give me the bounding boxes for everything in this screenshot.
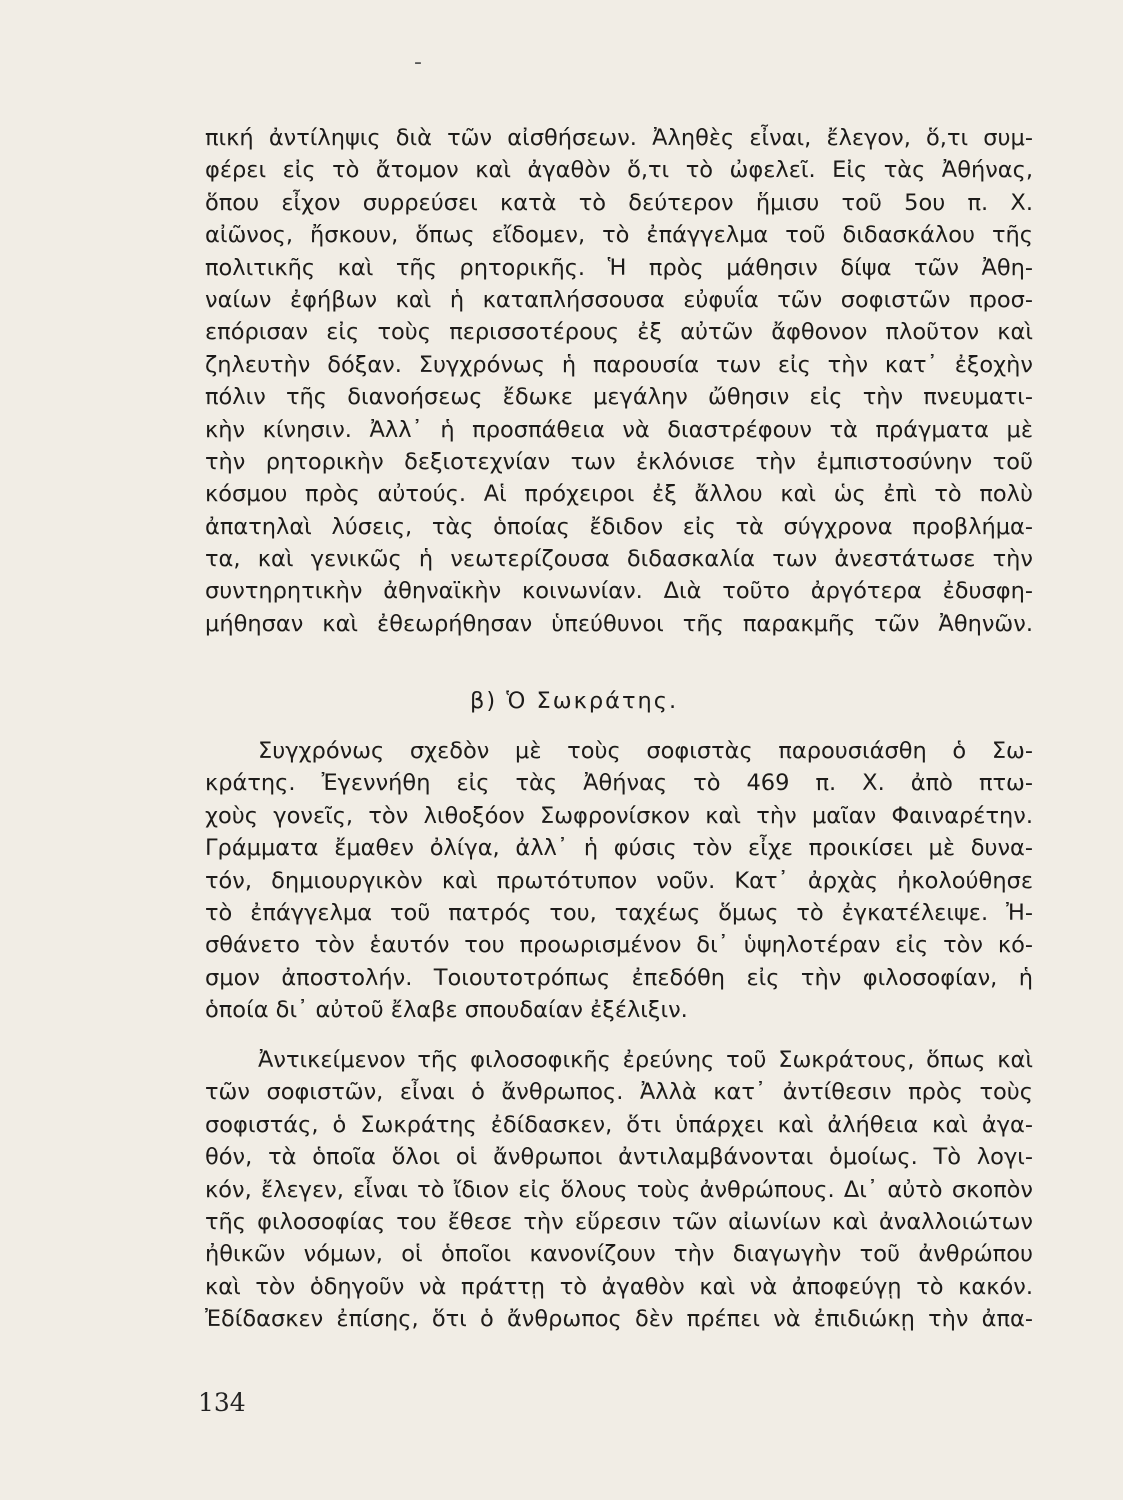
text-line: θόν, τὰ ὁποῖα ὅλοι οἱ ἄνθρωποι ἀντιλαμβάνονται ὁμοίως. Τὸ λογι- — [205, 1144, 1033, 1171]
text-line: πική ἀντίληψις διὰ τῶν αἰσθήσεων. Ἀληθὲς εἶναι, ἔλεγον, ὅ,τι συμ- — [205, 125, 1033, 151]
text-line: σμον ἀποστολήν. Τοιουτοτρόπως ἐπεδόθη εἰς τὴν φιλοσοφίαν, ἡ — [205, 964, 1033, 991]
page-number: 134 — [198, 1388, 246, 1417]
section-heading: β) Ὁ Σωκράτης. — [470, 688, 679, 714]
text-line: ναίων ἐφήβων καὶ ἡ καταπλήσσουσα εὐφυΐα τῶν σοφιστῶν προσ- — [205, 286, 1033, 313]
paragraph-socrates-philosophy — [205, 1044, 1033, 1336]
text-line: ἀπατηλαὶ λύσεις, τὰς ὁποίας ἔδιδον εἰς τὰ σύγχρονα προβλήμα- — [205, 513, 1033, 540]
text-line: πολιτικῆς καὶ τῆς ρητορικῆς. Ἡ πρὸς μάθησιν δίψα τῶν Ἀθη- — [205, 254, 1033, 281]
text-line: τόν, δημιουργικὸν καὶ πρωτότυπον νοῦν. Κατ᾽ ἀρχὰς ἠκολούθησε — [205, 867, 1033, 894]
text-line: τῶν σοφιστῶν, εἶναι ὁ ἄνθρωπος. Ἀλλὰ κατ᾽ ἀντίθεσιν πρὸς τοὺς — [205, 1079, 1033, 1106]
text-line: Συγχρόνως σχεδὸν μὲ τοὺς σοφιστὰς παρουσιάσθη ὁ Σω- — [258, 738, 1033, 764]
text-line: κόσμου πρὸς αὐτούς. Αἱ πρόχειροι ἐξ ἄλλου καὶ ὡς ἐπὶ τὸ πολὺ — [205, 481, 1033, 508]
text-line: Ἀντικείμενον τῆς φιλοσοφικῆς ἐρεύνης τοῦ Σωκράτους, ὅπως καὶ — [258, 1047, 1033, 1073]
text-line: χοὺς γονεῖς, τὸν λιθοξόον Σωφρονίσκον καὶ τὴν μαῖαν Φαιναρέτην. — [205, 802, 1033, 829]
text-line: ὅπου εἶχον συρρεύσει κατὰ τὸ δεύτερον ἥμισυ τοῦ 5ου π. Χ. — [205, 189, 1033, 216]
text-line: κόν, ἔλεγεν, εἶναι τὸ ἴδιον εἰς ὅλους τοὺς ἀνθρώπους. Δι᾽ αὐτὸ σκοπὸν — [205, 1176, 1033, 1203]
text-line: κράτης. Ἐγεννήθη εἰς τὰς Ἀθήνας τὸ 469 π. Χ. ἀπὸ πτω- — [205, 770, 1033, 797]
paragraph-socrates-bio — [205, 735, 1033, 1027]
text-line: επόρισαν εἰς τοὺς περισσοτέρους ἐξ αὐτῶν ἄφθονον πλοῦτον καὶ — [205, 319, 1033, 346]
text-line: τα, καὶ γενικῶς ἡ νεωτερίζουσα διδασκαλία των ἀνεστάτωσε τὴν — [205, 546, 1033, 573]
text-line: σοφιστάς, ὁ Σωκράτης ἐδίδασκεν, ὅτι ὑπάρχει καὶ ἀλήθεια καὶ ἀγα- — [205, 1111, 1033, 1138]
paragraph-sophists — [205, 122, 1033, 640]
text-line: ὁποία δι᾽ αὐτοῦ ἔλαβε σπουδαίαν ἐξέλιξιν. — [205, 997, 688, 1024]
text-line: ἠθικῶν νόμων, οἱ ὁποῖοι κανονίζουν τὴν διαγωγὴν τοῦ ἀνθρώπου — [205, 1241, 1033, 1268]
text-line: Γράμματα ἔμαθεν ὀλίγα, ἀλλ᾽ ἡ φύσις τὸν εἶχε προικίσει μὲ δυνα- — [205, 835, 1033, 862]
top-mark: - — [414, 50, 422, 75]
text-line: μήθησαν καὶ ἐθεωρήθησαν ὑπεύθυνοι τῆς παρακμῆς τῶν Ἀθηνῶν. — [205, 610, 1033, 637]
text-line: συντηρητικὴν ἀθηναϊκὴν κοινωνίαν. Διὰ τοῦτο ἀργότερα ἐδυσφη- — [205, 578, 1033, 605]
text-line: σθάνετο τὸν ἑαυτόν του προωρισμένον δι᾽ ὑψηλοτέραν εἰς τὸν κό- — [205, 932, 1033, 959]
text-line: Ἐδίδασκεν ἐπίσης, ὅτι ὁ ἄνθρωπος δὲν πρέπει νὰ ἐπιδιώκῃ τὴν ἀπα- — [205, 1306, 1033, 1333]
text-line: τὸ ἐπάγγελμα τοῦ πατρός του, ταχέως ὅμως τὸ ἐγκατέλειψε. Ἠ- — [205, 899, 1033, 926]
text-line: τῆς φιλοσοφίας του ἔθεσε τὴν εὕρεσιν τῶν αἰωνίων καὶ ἀναλλοιώτων — [205, 1208, 1033, 1235]
text-line: κὴν κίνησιν. Ἀλλ᾽ ἡ προσπάθεια νὰ διαστρέφουν τὰ πράγματα μὲ — [205, 416, 1033, 443]
text-line: ζηλευτὴν δόξαν. Συγχρόνως ἡ παρουσία των εἰς τὴν κατ᾽ ἐξοχὴν — [205, 351, 1033, 378]
text-line: τὴν ρητορικὴν δεξιοτεχνίαν των ἐκλόνισε τὴν ἐμπιστοσύνην τοῦ — [205, 448, 1033, 475]
text-line: αἰῶνος, ἤσκουν, ὅπως εἴδομεν, τὸ ἐπάγγελμα τοῦ διδασκάλου τῆς — [205, 222, 1033, 249]
text-line: φέρει εἰς τὸ ἄτομον καὶ ἀγαθὸν ὅ,τι τὸ ὠφελεῖ. Εἰς τὰς Ἀθήνας, — [205, 157, 1033, 184]
text-line: πόλιν τῆς διανοήσεως ἔδωκε μεγάλην ὤθησιν εἰς τὴν πνευματι- — [205, 384, 1033, 411]
text-line: καὶ τὸν ὁδηγοῦν νὰ πράττῃ τὸ ἀγαθὸν καὶ νὰ ἀποφεύγῃ τὸ κακόν. — [205, 1273, 1033, 1300]
